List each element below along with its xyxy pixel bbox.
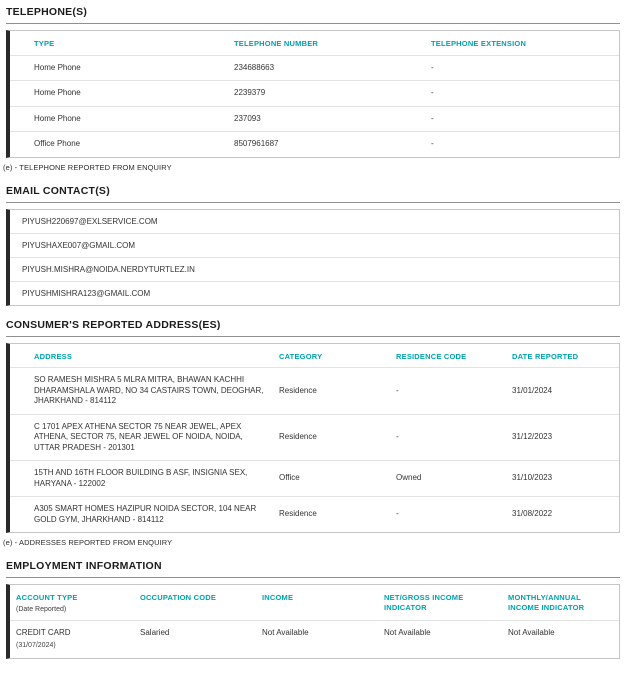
table-row — [10, 80, 619, 106]
column-header-date-reported: DATE REPORTED — [512, 351, 579, 361]
telephone-extension: - — [431, 88, 434, 97]
addresses-section-title: CONSUMER'S REPORTED ADDRESS(ES) — [6, 318, 221, 331]
address-residence-code: - — [396, 385, 399, 395]
emails-section-title: EMAIL CONTACT(S) — [6, 184, 110, 197]
addresses-footnote: (e) - ADDRESSES REPORTED FROM ENQUIRY — [3, 538, 173, 547]
address-text: SO RAMESH MISHRA 5 MLRA MITRA, BHAWAN KACHHI DHARAMSHALA WARD, NO 34 CASTAIRS TOWN, DEOGHAR, JHARKHAND - 814112 — [34, 375, 264, 405]
column-header-income: INCOME — [262, 593, 294, 602]
employment-table-header — [10, 585, 619, 620]
address-date-reported: 31/08/2022 — [512, 509, 553, 519]
address-residence-code: - — [396, 509, 399, 519]
telephone-extension: - — [431, 139, 434, 148]
column-header-account-type-label: ACCOUNT TYPE — [16, 593, 78, 602]
column-header-address: ADDRESS — [34, 351, 73, 361]
telephones-footnote: (e) - TELEPHONE REPORTED FROM ENQUIRY — [3, 162, 172, 172]
employment-table — [6, 584, 620, 659]
list-item-email: PIYUSH220697@EXLSERVICE.COM — [22, 216, 158, 226]
address-category: Residence — [279, 385, 317, 395]
table-row — [10, 496, 619, 532]
address-date-reported: 31/12/2023 — [512, 432, 553, 441]
telephone-extension: - — [431, 113, 434, 123]
telephone-number: 8507961687 — [234, 139, 279, 148]
addresses-section — [3, 317, 620, 548]
telephone-type: Home Phone — [34, 88, 81, 97]
emails-list — [6, 209, 620, 306]
telephone-type: Office Phone — [34, 139, 81, 148]
list-item-email: PIYUSHMISHRA123@GMAIL.COM — [10, 281, 619, 305]
address-category: Office — [279, 473, 300, 483]
column-header-type: TYPE — [34, 39, 55, 48]
column-header-category: CATEGORY — [279, 351, 323, 361]
employment-account-type — [16, 621, 140, 658]
employment-account-type-label: CREDIT CARD — [16, 628, 71, 637]
table-row — [10, 414, 619, 461]
column-header-telephone-number: TELEPHONE NUMBER — [234, 39, 319, 48]
table-row — [10, 106, 619, 132]
telephones-table-header — [10, 31, 619, 55]
telephone-number: 2239379 — [234, 88, 266, 97]
column-header-telephone-extension: TELEPHONE EXTENSION — [431, 39, 527, 48]
address-residence-code: - — [396, 432, 399, 441]
telephones-section-title: TELEPHONE(S) — [6, 6, 88, 18]
list-item-email: PIYUSH.MISHRA@NOIDA.NERDYTURTLEZ.IN — [10, 257, 619, 281]
address-text: 15TH AND 16TH FLOOR BUILDING B ASF, INSIGNIA SEX, HARYANA - 122002 — [34, 468, 248, 488]
telephone-type: Home Phone — [34, 113, 81, 123]
telephones-section — [3, 4, 620, 172]
address-date-reported: 31/10/2023 — [512, 473, 553, 483]
address-category: Residence — [279, 432, 317, 441]
column-header-account-type — [16, 585, 140, 620]
list-item-email: PIYUSHAXE007@GMAIL.COM — [10, 233, 619, 257]
address-category: Residence — [279, 509, 317, 519]
telephone-extension: - — [431, 62, 434, 72]
address-residence-code: Owned — [396, 473, 422, 483]
address-text: A305 SMART HOMES HAZIPUR NOIDA SECTOR, 104 NEAR GOLD GYM, JHARKHAND - 814112 — [34, 504, 257, 524]
employment-section — [6, 558, 620, 659]
section-divider — [6, 23, 620, 24]
employment-section-title: EMPLOYMENT INFORMATION — [6, 560, 162, 572]
emails-section — [6, 183, 620, 306]
table-row — [10, 620, 619, 658]
telephone-number: 237093 — [234, 113, 261, 123]
section-divider — [6, 202, 620, 203]
column-header-net-gross-income-indicator: NET/GROSS INCOME INDICATOR — [384, 593, 464, 612]
column-header-residence-code: RESIDENCE CODE — [396, 351, 467, 361]
employment-net-gross-income-indicator: Not Available — [384, 628, 431, 637]
employment-income: Not Available — [262, 628, 309, 637]
section-divider — [6, 577, 620, 578]
telephones-table — [6, 30, 620, 158]
table-row — [10, 55, 619, 81]
telephone-type: Home Phone — [34, 62, 81, 72]
addresses-table-header — [10, 344, 619, 368]
address-text: C 1701 APEX ATHENA SECTOR 75 NEAR JEWEL, APEX ATHENA, SECTOR 75, NEAR JEWEL OF NOIDA, NOIDA, UTTAR PRADESH - 201301 — [34, 421, 243, 452]
telephone-number: 234688663 — [234, 62, 275, 72]
section-divider — [6, 336, 620, 337]
table-row — [10, 460, 619, 496]
table-row — [10, 367, 619, 414]
column-header-monthly-annual-income-indicator: MONTHLY/ANNUAL INCOME INDICATOR — [508, 593, 585, 612]
employment-date-reported: (31/07/2024) — [16, 641, 56, 649]
employment-monthly-annual-income-indicator: Not Available — [508, 628, 555, 637]
addresses-table — [6, 343, 620, 534]
column-header-date-reported-sub: (Date Reported) — [16, 605, 67, 613]
table-row — [10, 131, 619, 157]
column-header-occupation-code: OCCUPATION CODE — [140, 593, 217, 602]
employment-occupation-code: Salaried — [140, 628, 170, 637]
address-date-reported: 31/01/2024 — [512, 385, 553, 395]
